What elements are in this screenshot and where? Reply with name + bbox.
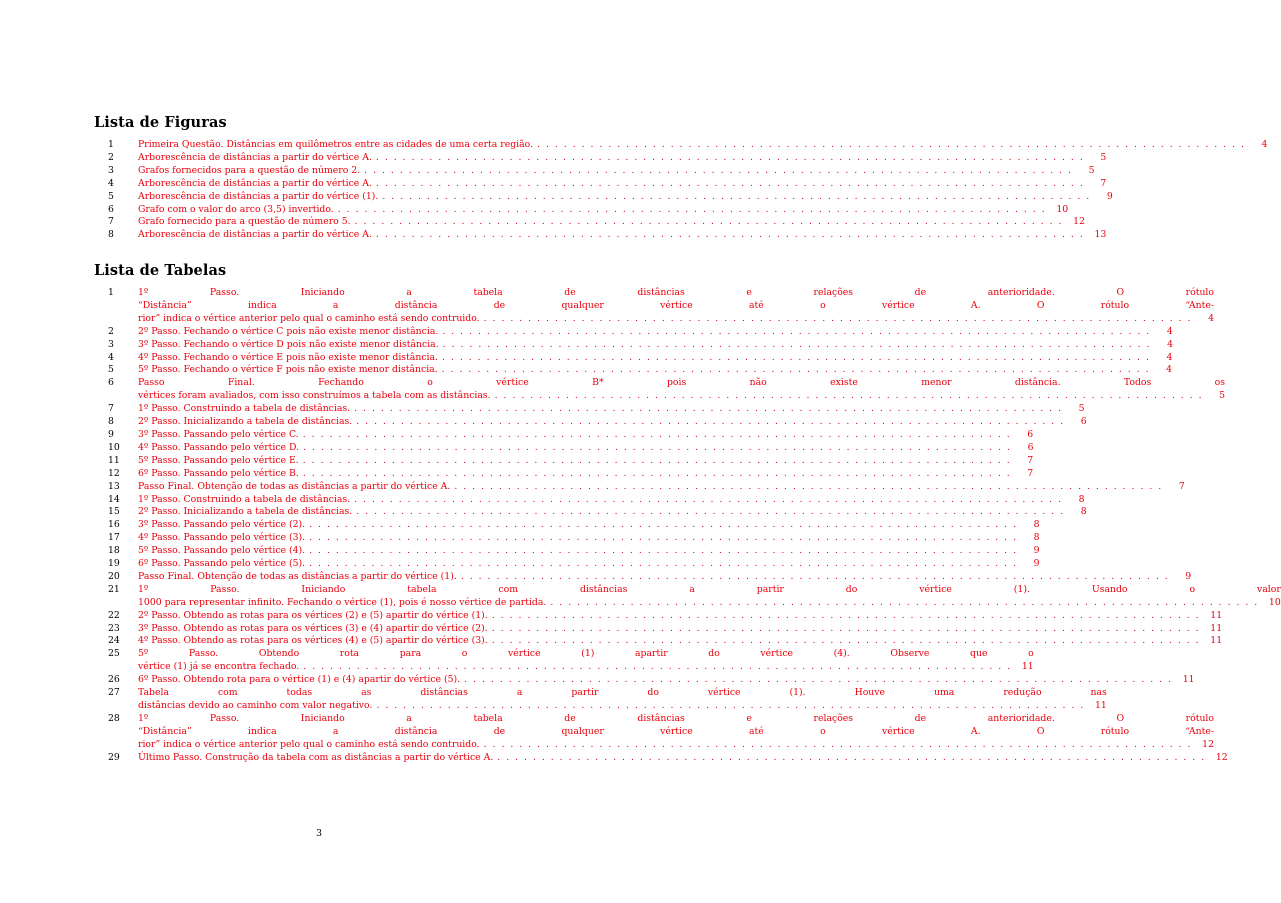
tables-title: Lista de Tabelas [94, 262, 227, 279]
tables-entry-number: 18 [108, 545, 120, 557]
tables-entry-number: 1 [108, 287, 114, 298]
tables-entry[interactable] [94, 687, 1107, 713]
figures-entry-leader: . . . . . . . . . . . . . . . . . . . . . . . . . . . . . . . . . . . . . . . . . . . . . . . . . . . . . . . . . . . . . . . . . . . . . . . . . . . . . . . . [375, 229, 1085, 241]
tables-entry-leader: . . . . . . . . . . . . . . . . . . . . . . . . . . . . . . . . . . . . . . . . . . . . . . . . . . . . . . . . . . . . . . . . . . . . . . . . . . . . . . . . [491, 635, 1201, 647]
tables-entry[interactable] [94, 570, 1192, 584]
tables-entry-number: 28 [108, 712, 120, 724]
tables-entry-title[interactable]: 2º Passo. Inicializando a tabela de distâncias. [138, 506, 353, 518]
tables-entry-page[interactable]: 11 [1182, 674, 1195, 686]
tables-entry[interactable] [94, 622, 1223, 636]
figures-entry-number: 5 [108, 190, 114, 202]
tables-entry[interactable] [94, 416, 1087, 429]
tables-entry-page[interactable]: 4 [1166, 364, 1173, 376]
figures-entry-page[interactable]: 7 [1100, 177, 1107, 189]
tables-entry-leader: . . . . . . . . . . . . . . . . . . . . . . . . . . . . . . . . . . . . . . . . . . . . . . . . . . . . . . . . . . . . . . . . . . . . . . . . . . . . . . . . [376, 700, 1085, 711]
tables-entry-number: 13 [108, 480, 120, 492]
tables-entry-title[interactable]: 1º Passo. Construindo a tabela de distâncias. [138, 403, 351, 415]
tables-entry-page[interactable]: 11 [1210, 622, 1223, 634]
tables-entry-title[interactable]: 5º Passo. Passando pelo vértice (4). [138, 545, 306, 557]
tables-entry-leader: . . . . . . . . . . . . . . . . . . . . . . . . . . . . . . . . . . . . . . . . . . . . . . . . . . . . . . . . . . . . . . . . . . . . . . . . . . . . . . . . [303, 661, 1012, 673]
tables-entry-page[interactable]: 8 [1078, 493, 1085, 505]
tables-entry-page[interactable]: 11 [1210, 635, 1223, 647]
tables-entry-number: 11 [108, 454, 120, 466]
tables-entry-number: 24 [108, 635, 120, 647]
figures-entry[interactable] [94, 203, 1069, 217]
figures-entry-title[interactable]: Arborescência de distâncias a partir do vértice (1). [138, 190, 379, 202]
tables-entry-text-line[interactable]: 1º Passo. Iniciando a tabela de distâncias e relações de anterioridade. O rótulo [138, 712, 1215, 724]
tables-entry-number: 29 [108, 751, 120, 763]
tables-entry-page[interactable]: 11 [1210, 609, 1223, 621]
tables-entry-title[interactable]: 5º Passo. Passando pelo vértice E. [138, 454, 299, 466]
figures-entry[interactable] [94, 190, 1113, 204]
tables-entry-leader: . . . . . . . . . . . . . . . . . . . . . . . . . . . . . . . . . . . . . . . . . . . . . . . . . . . . . . . . . . . . . . . . . . . . . . . . . . . . . . . . [302, 428, 1012, 440]
tables-entry-leader: . . . . . . . . . . . . . . . . . . . . . . . . . . . . . . . . . . . . . . . . . . . . . . . . . . . . . . . . . . . . . . . . . . . . . . . . . . . . . . . . [442, 325, 1151, 337]
tables-entry-number: 2 [108, 325, 114, 337]
tables-entry[interactable] [94, 635, 1223, 648]
tables-entry[interactable] [94, 519, 1040, 532]
tables-entry-number: 9 [108, 428, 114, 440]
tables-entry-page[interactable]: 9 [1185, 570, 1192, 582]
tables-entry[interactable] [94, 454, 1034, 468]
figures-title: Lista de Figuras [94, 114, 227, 131]
tables-entry-leader: . . . . . . . . . . . . . . . . . . . . . . . . . . . . . . . . . . . . . . . . . . . . . . . . . . . . . . . . . . . . . . . . . . . . . . . . . . . . . . . . [550, 596, 1259, 608]
tables-entry-page[interactable]: 5 [1078, 403, 1085, 415]
figures-entry-title[interactable]: Primeira Questão. Distâncias em quilômetros entre as cidades de uma certa região. [138, 139, 534, 150]
figures-entry-leader: . . . . . . . . . . . . . . . . . . . . . . . . . . . . . . . . . . . . . . . . . . . . . . . . . . . . . . . . . . . . . . . . . . . . . . . . . . . . . . . . [337, 203, 1047, 215]
tables-entry[interactable] [94, 441, 1034, 455]
tables-entry-leader: . . . . . . . . . . . . . . . . . . . . . . . . . . . . . . . . . . . . . . . . . . . . . . . . . . . . . . . . . . . . . . . . . . . . . . . . . . . . . . . . [483, 312, 1193, 324]
figures-entry-title[interactable]: Arborescência de distâncias a partir do vértice A. [138, 229, 372, 241]
figures-entry-number: 2 [108, 151, 114, 163]
tables-entry-number: 25 [108, 648, 120, 660]
figures-entry-number: 3 [108, 164, 114, 176]
tables-list [94, 287, 1281, 765]
tables-entry[interactable] [94, 506, 1087, 519]
tables-entry-title[interactable]: Passo Final. Obtenção de todas as distâncias a partir do vértice (1). [138, 570, 457, 582]
tables-entry-number: 5 [108, 364, 114, 376]
figures-entry-page[interactable]: 10 [1056, 203, 1069, 215]
tables-entry-number: 7 [108, 403, 114, 415]
tables-entry[interactable] [94, 351, 1173, 365]
tables-entry-number: 19 [108, 558, 120, 570]
figures-entry[interactable] [94, 139, 1268, 152]
tables-entry-leader: . . . . . . . . . . . . . . . . . . . . . . . . . . . . . . . . . . . . . . . . . . . . . . . . . . . . . . . . . . . . . . . . . . . . . . . . . . . . . . . . [309, 519, 1018, 531]
figures-entry[interactable] [94, 216, 1085, 229]
tables-entry-leader: . . . . . . . . . . . . . . . . . . . . . . . . . . . . . . . . . . . . . . . . . . . . . . . . . . . . . . . . . . . . . . . . . . . . . . . . . . . . . . . . [309, 532, 1018, 544]
tables-entry-page[interactable]: 12 [1215, 751, 1228, 763]
tables-entry-page[interactable]: 9 [1033, 558, 1040, 570]
tables-entry-title[interactable]: Passo Final. Obtenção de todas as distâncias a partir do vértice A. [138, 480, 451, 492]
figures-entry-leader: . . . . . . . . . . . . . . . . . . . . . . . . . . . . . . . . . . . . . . . . . . . . . . . . . . . . . . . . . . . . . . . . . . . . . . . . . . . . . . . . [375, 177, 1085, 189]
tables-entry[interactable] [94, 428, 1034, 442]
tables-entry[interactable] [94, 325, 1173, 339]
tables-entry-leader: . . . . . . . . . . . . . . . . . . . . . . . . . . . . . . . . . . . . . . . . . . . . . . . . . . . . . . . . . . . . . . . . . . . . . . . . . . . . . . . . [491, 609, 1201, 621]
tables-entry-leader: . . . . . . . . . . . . . . . . . . . . . . . . . . . . . . . . . . . . . . . . . . . . . . . . . . . . . . . . . . . . . . . . . . . . . . . . . . . . . . . . [494, 390, 1204, 402]
tables-entry-number: 8 [108, 416, 114, 428]
figures-entry-leader: . . . . . . . . . . . . . . . . . . . . . . . . . . . . . . . . . . . . . . . . . . . . . . . . . . . . . . . . . . . . . . . . . . . . . . . . . . . . . . . . [382, 190, 1091, 202]
tables-entry-number: 22 [108, 609, 120, 621]
tables-entry-text-line[interactable]: 1º Passo. Iniciando a tabela de distâncias e relações de anterioridade. O rótulo [138, 287, 1215, 298]
figures-entry-page[interactable]: 13 [1094, 229, 1107, 241]
tables-entry-leader: . . . . . . . . . . . . . . . . . . . . . . . . . . . . . . . . . . . . . . . . . . . . . . . . . . . . . . . . . . . . . . . . . . . . . . . . . . . . . . . . [464, 674, 1173, 686]
tables-entry-title[interactable]: vértices foram avaliados, com isso construímos a tabela com as distâncias. [138, 390, 491, 402]
tables-entry-number: 27 [108, 687, 120, 699]
list-of-figures [94, 114, 1268, 242]
tables-entry-title[interactable]: 2º Passo. Obtendo as rotas para os vértices (2) e (5) apartir do vértice (1). [138, 609, 488, 621]
tables-entry-page[interactable]: 7 [1178, 480, 1185, 492]
tables-entry-text-line[interactable]: Tabela com todas as distâncias a partir do vértice (1). Houve uma redução nas [138, 687, 1107, 699]
tables-entry-text-line[interactable]: “Distância” indica a distância de qualquer vértice até o vértice A. O rótulo “Ante- [138, 725, 1215, 737]
tables-entry-text-line[interactable]: Passo Final. Fechando o vértice B* pois não existe menor distância. Todos os [138, 377, 1226, 389]
figures-entry-page[interactable]: 5 [1100, 151, 1107, 163]
tables-entry[interactable] [94, 364, 1173, 377]
tables-entry-page[interactable]: 12 [1202, 738, 1215, 750]
tables-entry-title[interactable]: 2º Passo. Fechando o vértice C pois não existe menor distância. [138, 325, 439, 337]
tables-entry-leader: . . . . . . . . . . . . . . . . . . . . . . . . . . . . . . . . . . . . . . . . . . . . . . . . . . . . . . . . . . . . . . . . . . . . . . . . . . . . . . . . [441, 364, 1151, 376]
tables-entry[interactable] [94, 583, 1281, 610]
tables-entry-text-line[interactable]: 1º Passo. Iniciando tabela com distâncias a partir do vértice (1). Usando o valor [138, 583, 1281, 595]
tables-entry[interactable] [94, 558, 1040, 571]
tables-entry-title[interactable]: distâncias devido ao caminho com valor negativo. [138, 700, 373, 711]
tables-entry[interactable] [94, 403, 1085, 416]
tables-entry-text-line[interactable]: “Distância” indica a distância de qualquer vértice até o vértice A. O rótulo “Ante- [138, 299, 1215, 311]
tables-entry-number: 16 [108, 519, 120, 531]
tables-entry-number: 3 [108, 338, 114, 350]
tables-entry[interactable] [94, 609, 1223, 623]
figures-entry-number: 6 [108, 203, 114, 215]
tables-entry-title[interactable]: 2º Passo. Inicializando a tabela de distâncias. [138, 416, 353, 428]
tables-entry-title[interactable]: 1º Passo. Construindo a tabela de distâncias. [138, 493, 351, 505]
tables-entry-leader: . . . . . . . . . . . . . . . . . . . . . . . . . . . . . . . . . . . . . . . . . . . . . . . . . . . . . . . . . . . . . . . . . . . . . . . . . . . . . . . . [309, 558, 1018, 570]
tables-entry-page[interactable]: 4 [1167, 338, 1174, 350]
tables-entry-title[interactable]: 3º Passo. Passando pelo vértice (2). [138, 519, 306, 531]
tables-entry-number: 14 [108, 493, 120, 505]
tables-entry-title[interactable]: 3º Passo. Passando pelo vértice C. [138, 428, 299, 440]
figures-entry-page[interactable]: 5 [1088, 164, 1095, 176]
tables-entry-page[interactable]: 6 [1027, 428, 1034, 440]
tables-entry-title[interactable]: 6º Passo. Obtendo rota para o vértice (1) e (4) apartir do vértice (5). [138, 674, 461, 686]
tables-entry-title[interactable]: 4º Passo. Passando pelo vértice D. [138, 441, 300, 453]
figures-entry-title[interactable]: Arborescência de distâncias a partir do vértice A. [138, 177, 372, 189]
tables-entry-title[interactable]: vértice (1) já se encontra fechado. [138, 661, 300, 673]
figures-list [94, 139, 1268, 242]
figures-entry-title[interactable]: Grafo com o valor do arco (3,5) invertido. [138, 203, 334, 215]
tables-entry-page[interactable]: 6 [1027, 441, 1034, 453]
figures-entry-page[interactable]: 12 [1073, 216, 1085, 228]
tables-entry-number: 4 [108, 351, 114, 363]
tables-entry-number: 21 [108, 583, 120, 595]
tables-entry-page[interactable]: 7 [1027, 454, 1034, 466]
figures-entry-title[interactable]: Grafo fornecido para a questão de número 5. [138, 216, 351, 228]
tables-entry-leader: . . . . . . . . . . . . . . . . . . . . . . . . . . . . . . . . . . . . . . . . . . . . . . . . . . . . . . . . . . . . . . . . . . . . . . . . . . . . . . . . [354, 403, 1063, 415]
tables-entry[interactable] [94, 287, 1215, 326]
tables-entry-page[interactable]: 9 [1033, 545, 1040, 557]
tables-entry-number: 15 [108, 506, 120, 518]
tables-entry-number: 10 [108, 441, 120, 453]
tables-entry-title[interactable]: 6º Passo. Passando pelo vértice (5). [138, 558, 306, 570]
tables-entry-page[interactable]: 11 [1094, 700, 1107, 711]
tables-entry-title[interactable]: rior” indica o vértice anterior pelo qual o caminho está sendo contruido. [138, 312, 480, 324]
tables-entry-page[interactable]: 11 [1021, 661, 1034, 673]
tables-entry-page[interactable]: 4 [1208, 312, 1215, 324]
tables-entry-page[interactable]: 8 [1080, 506, 1087, 518]
tables-entry[interactable] [94, 648, 1034, 674]
tables-entry[interactable] [94, 338, 1174, 352]
tables-entry-number: 23 [108, 622, 120, 634]
figures-entry[interactable] [94, 229, 1107, 242]
tables-entry-page[interactable]: 5 [1219, 390, 1226, 402]
tables-entry-leader: . . . . . . . . . . . . . . . . . . . . . . . . . . . . . . . . . . . . . . . . . . . . . . . . . . . . . . . . . . . . . . . . . . . . . . . . . . . . . . . . [460, 570, 1170, 582]
tables-entry[interactable] [94, 545, 1040, 558]
tables-entry-page[interactable]: 4 [1166, 325, 1173, 337]
tables-entry-title[interactable]: Último Passo. Construção da tabela com as distâncias a partir do vértice A. [138, 751, 494, 763]
tables-entry-number: 12 [108, 467, 120, 479]
figures-entry[interactable] [94, 177, 1107, 191]
tables-entry-leader: . . . . . . . . . . . . . . . . . . . . . . . . . . . . . . . . . . . . . . . . . . . . . . . . . . . . . . . . . . . . . . . . . . . . . . . . . . . . . . . . [491, 622, 1201, 634]
tables-entry-leader: . . . . . . . . . . . . . . . . . . . . . . . . . . . . . . . . . . . . . . . . . . . . . . . . . . . . . . . . . . . . . . . . . . . . . . . . . . . . . . . . [303, 441, 1012, 453]
figures-entry-leader: . . . . . . . . . . . . . . . . . . . . . . . . . . . . . . . . . . . . . . . . . . . . . . . . . . . . . . . . . . . . . . . . . . . . . . . . . . . . . . . . [537, 139, 1246, 150]
tables-entry-title[interactable]: 6º Passo. Passando pelo vértice B. [138, 467, 299, 479]
tables-entry-number: 6 [108, 377, 114, 389]
tables-entry-page[interactable]: 8 [1033, 532, 1040, 544]
tables-entry-leader: . . . . . . . . . . . . . . . . . . . . . . . . . . . . . . . . . . . . . . . . . . . . . . . . . . . . . . . . . . . . . . . . . . . . . . . . . . . . . . . . [442, 338, 1152, 350]
tables-entry-leader: . . . . . . . . . . . . . . . . . . . . . . . . . . . . . . . . . . . . . . . . . . . . . . . . . . . . . . . . . . . . . . . . . . . . . . . . . . . . . . . . [454, 480, 1163, 492]
tables-entry-text-line[interactable]: 5º Passo. Obtendo rota para o vértice (1) apartir do vértice (4). Observe que o [138, 648, 1034, 660]
figures-entry-number: 4 [108, 177, 114, 189]
tables-entry-leader: . . . . . . . . . . . . . . . . . . . . . . . . . . . . . . . . . . . . . . . . . . . . . . . . . . . . . . . . . . . . . . . . . . . . . . . . . . . . . . . . [354, 493, 1063, 505]
tables-entry[interactable] [94, 467, 1034, 481]
figures-entry-number: 8 [108, 229, 114, 241]
tables-entry-title[interactable]: 3º Passo. Obtendo as rotas para os vértices (3) e (4) apartir do vértice (2). [138, 622, 488, 634]
tables-entry-title[interactable]: 1000 para representar infinito. Fechando o vértice (1), pois é nosso vértice de partida. [138, 596, 547, 608]
tables-entry-number: 26 [108, 674, 120, 686]
tables-entry[interactable] [94, 751, 1228, 765]
figures-entry-leader: . . . . . . . . . . . . . . . . . . . . . . . . . . . . . . . . . . . . . . . . . . . . . . . . . . . . . . . . . . . . . . . . . . . . . . . . . . . . . . . . [354, 216, 1063, 228]
tables-entry-title[interactable]: 4º Passo. Passando pelo vértice (3). [138, 532, 306, 544]
tables-entry-page[interactable]: 7 [1027, 467, 1034, 479]
tables-entry[interactable] [94, 712, 1215, 752]
figures-entry-leader: . . . . . . . . . . . . . . . . . . . . . . . . . . . . . . . . . . . . . . . . . . . . . . . . . . . . . . . . . . . . . . . . . . . . . . . . . . . . . . . . [364, 164, 1073, 176]
tables-entry-title[interactable]: rior” indica o vértice anterior pelo qual o caminho está sendo contruido. [138, 738, 480, 750]
tables-entry-page[interactable]: 6 [1080, 416, 1087, 428]
figures-entry-number: 7 [108, 216, 114, 228]
tables-entry[interactable] [94, 377, 1226, 403]
figures-entry[interactable] [94, 164, 1095, 178]
tables-entry-title[interactable]: 3º Passo. Fechando o vértice D pois não existe menor distância. [138, 338, 439, 350]
tables-entry-leader: . . . . . . . . . . . . . . . . . . . . . . . . . . . . . . . . . . . . . . . . . . . . . . . . . . . . . . . . . . . . . . . . . . . . . . . . . . . . . . . . [483, 738, 1193, 750]
tables-entry-title[interactable]: 4º Passo. Fechando o vértice E pois não existe menor distância. [138, 351, 439, 363]
tables-entry-leader: . . . . . . . . . . . . . . . . . . . . . . . . . . . . . . . . . . . . . . . . . . . . . . . . . . . . . . . . . . . . . . . . . . . . . . . . . . . . . . . . [356, 416, 1065, 428]
tables-entry-leader: . . . . . . . . . . . . . . . . . . . . . . . . . . . . . . . . . . . . . . . . . . . . . . . . . . . . . . . . . . . . . . . . . . . . . . . . . . . . . . . . [302, 467, 1012, 479]
figures-entry[interactable] [94, 151, 1107, 165]
figures-entry-leader: . . . . . . . . . . . . . . . . . . . . . . . . . . . . . . . . . . . . . . . . . . . . . . . . . . . . . . . . . . . . . . . . . . . . . . . . . . . . . . . . [375, 151, 1085, 163]
tables-entry[interactable] [94, 480, 1185, 494]
tables-entry[interactable] [94, 532, 1040, 545]
tables-entry-leader: . . . . . . . . . . . . . . . . . . . . . . . . . . . . . . . . . . . . . . . . . . . . . . . . . . . . . . . . . . . . . . . . . . . . . . . . . . . . . . . . [497, 751, 1206, 763]
figures-entry-page[interactable]: 9 [1106, 190, 1113, 202]
tables-entry-number: 20 [108, 570, 120, 582]
tables-entry-leader: . . . . . . . . . . . . . . . . . . . . . . . . . . . . . . . . . . . . . . . . . . . . . . . . . . . . . . . . . . . . . . . . . . . . . . . . . . . . . . . . [442, 351, 1151, 363]
tables-entry-page[interactable]: 8 [1033, 519, 1040, 531]
list-of-tables [94, 262, 1281, 765]
tables-entry-title[interactable]: 5º Passo. Fechando o vértice F pois não existe menor distância. [138, 364, 438, 376]
tables-entry-number: 17 [108, 532, 120, 544]
tables-entry-page[interactable]: 10 [1268, 596, 1281, 608]
tables-entry[interactable] [94, 674, 1195, 687]
figures-entry-title[interactable]: Arborescência de distâncias a partir do vértice A. [138, 151, 372, 163]
page-number: 3 [315, 828, 323, 839]
figures-entry-title[interactable]: Grafos fornecidos para a questão de número 2. [138, 164, 361, 176]
tables-entry-title[interactable]: 4º Passo. Obtendo as rotas para os vértices (4) e (5) apartir do vértice (3). [138, 635, 488, 647]
tables-entry-leader: . . . . . . . . . . . . . . . . . . . . . . . . . . . . . . . . . . . . . . . . . . . . . . . . . . . . . . . . . . . . . . . . . . . . . . . . . . . . . . . . [356, 506, 1065, 518]
tables-entry-leader: . . . . . . . . . . . . . . . . . . . . . . . . . . . . . . . . . . . . . . . . . . . . . . . . . . . . . . . . . . . . . . . . . . . . . . . . . . . . . . . . [302, 454, 1012, 466]
figures-entry-page[interactable]: 4 [1261, 139, 1268, 150]
figures-entry-number: 1 [108, 139, 114, 150]
tables-entry-leader: . . . . . . . . . . . . . . . . . . . . . . . . . . . . . . . . . . . . . . . . . . . . . . . . . . . . . . . . . . . . . . . . . . . . . . . . . . . . . . . . [309, 545, 1018, 557]
tables-entry-page[interactable]: 4 [1166, 351, 1173, 363]
tables-entry[interactable] [94, 493, 1085, 507]
